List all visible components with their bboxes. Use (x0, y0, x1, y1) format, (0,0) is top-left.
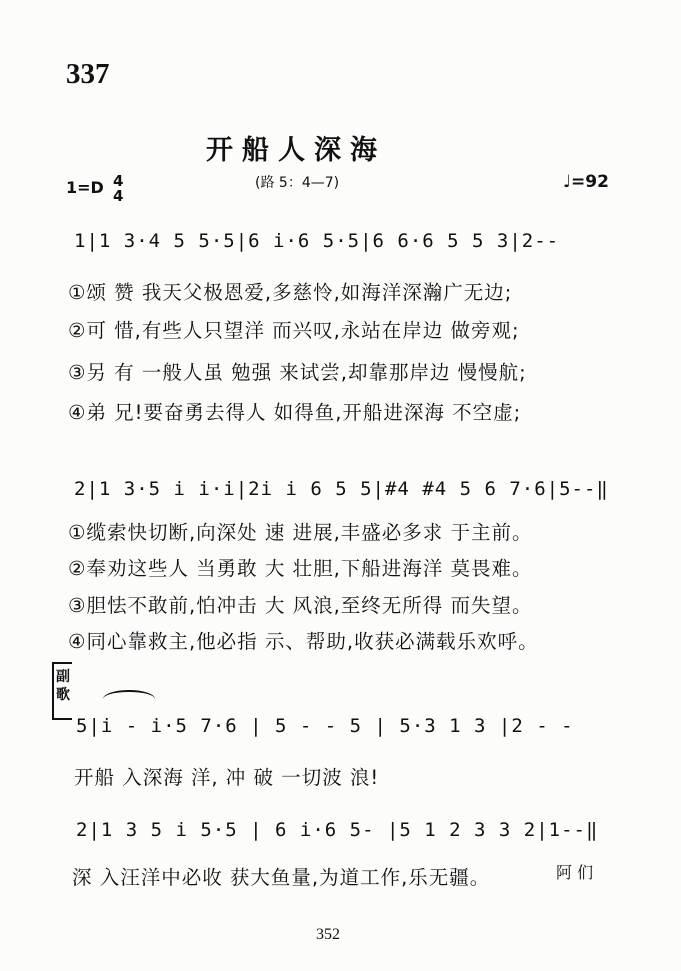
section2-verse-2: ②奉劝这些人 当勇敢 大 壮胆,下船进海洋 莫畏难。 (68, 557, 533, 580)
section2-verse-1: ①缆索快切断,向深处 速 进展,丰盛必多求 于主前。 (68, 521, 533, 544)
refrain-line2-notation: 2|1 3 5 i 5·5 | 6 i·6 5- |5 1 2 3 3 2|1--‖ (76, 819, 599, 841)
section1-verse-4: ④弟 兄!要奋勇去得人 如得鱼,开船进深海 不空虚; (68, 401, 522, 424)
time-signature-bottom: 4 (113, 187, 124, 205)
time-signature (113, 174, 123, 204)
section1-verse-3: ③另 有 一般人虽 勉强 来试尝,却靠那岸边 慢慢航; (68, 361, 527, 384)
refrain-line1-notation: 5|i - i·5 7·6 | 5 - - 5 | 5·3 1 3 |2 - - (76, 715, 574, 737)
scripture-reference: (路 5：4—7) (255, 175, 340, 191)
page-number: 352 (316, 926, 340, 943)
hymn-number: 337 (66, 58, 110, 90)
section2-verse-4: ④同心靠救主,他必指 示、帮助,收获必满载乐欢呼。 (68, 630, 539, 653)
section2-verse-3: ③胆怯不敢前,怕冲击 大 风浪,至终无所得 而失望。 (68, 594, 533, 617)
section1-verse-1: ①颂 赞 我天父极恩爱,多慈怜,如海洋深瀚广无边; (68, 281, 513, 304)
key-signature: 1=D (66, 178, 104, 197)
tempo-marking: ♩=92 (563, 172, 609, 192)
hymn-title: 开船人深海 (206, 135, 386, 166)
section1-verse-2: ②可 惜,有些人只望洋 而兴叹,永站在岸边 做旁观; (68, 319, 520, 342)
slur-mark (103, 690, 155, 708)
section1-notation: 1|1 3·4 5 5·5|6 i·6 5·5|6 6·6 5 5 3|2-- (74, 230, 560, 252)
refrain-label: 副歌 (52, 662, 72, 720)
amen: 阿 们 (556, 863, 594, 882)
refrain-line2-lyrics: 深 入汪洋中必收 获大鱼量,为道工作,乐无疆。 (72, 866, 491, 889)
refrain-line1-lyrics: 开船 入深海 洋, 冲 破 一切波 浪! (74, 766, 380, 789)
section2-notation: 2|1 3·5 i i·i|2i i 6 5 5|#4 #4 5 6 7·6|5--‖ (74, 478, 609, 500)
time-signature-top: 4 (113, 172, 124, 190)
